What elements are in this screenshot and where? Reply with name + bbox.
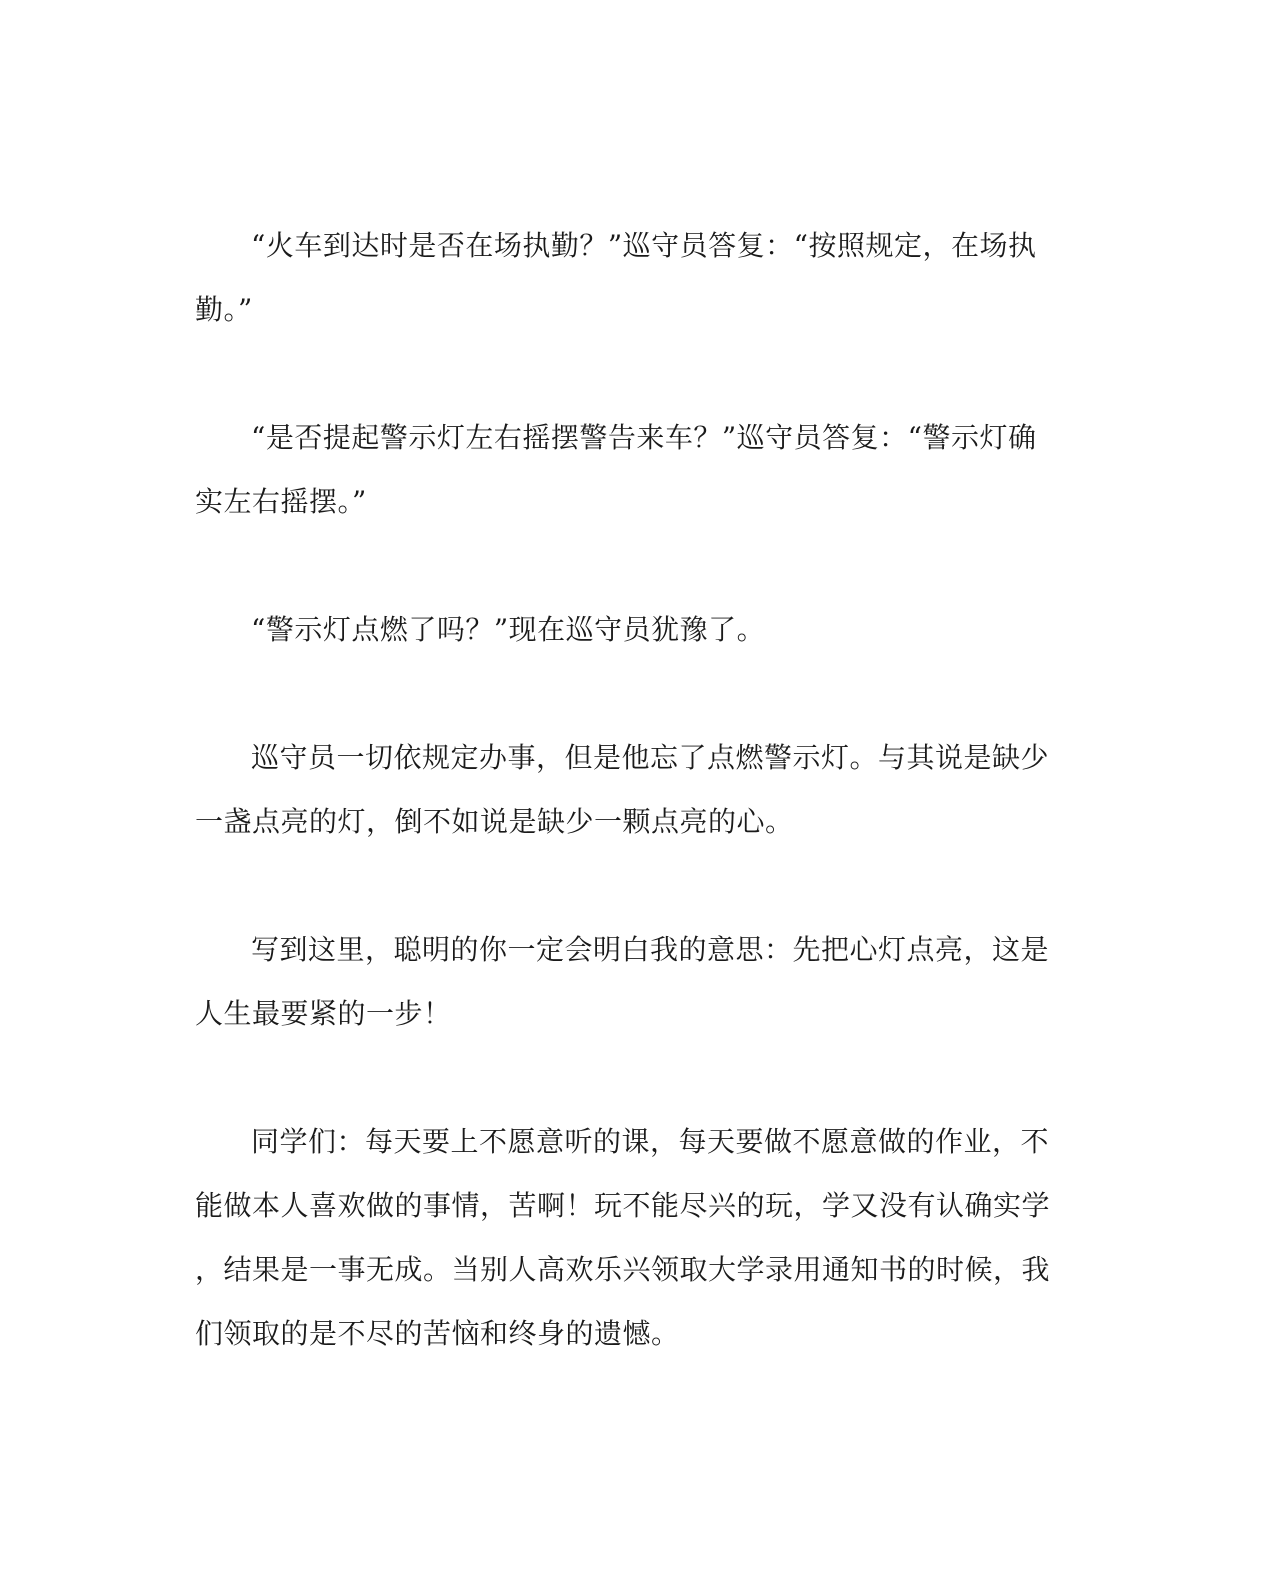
paragraph-line: “是否提起警示灯左右摇摆警告来车？”巡守员答复：“警示灯确 — [251, 421, 1037, 454]
paragraph-line: 实左右摇摆。” — [195, 485, 367, 518]
paragraph-line: 勤。” — [195, 293, 253, 326]
paragraph-line: 写到这里，聪明的你一定会明白我的意思：先把心灯点亮，这是 — [251, 933, 1050, 966]
paragraph-line: “火车到达时是否在场执勤？”巡守员答复：“按照规定，在场执 — [251, 229, 1037, 262]
paragraph-line: 巡守员一切依规定办事，但是他忘了点燃警示灯。与其说是缺少 — [251, 741, 1050, 774]
paragraph-6 — [195, 1110, 1055, 1366]
paragraph-2 — [195, 406, 1055, 534]
paragraph-line: ，结果是一事无成。当别人高欢乐兴领取大学录用通知书的时候，我 — [195, 1253, 1051, 1286]
paragraph-1 — [195, 214, 1055, 342]
paragraph-line: 一盏点亮的灯，倒不如说是缺少一颗点亮的心。 — [195, 805, 794, 838]
paragraph-line: “警示灯点燃了吗？”现在巡守员犹豫了。 — [251, 613, 766, 646]
paragraph-3 — [195, 598, 1055, 662]
paragraph-line: 同学们：每天要上不愿意听的课，每天要做不愿意做的作业，不 — [251, 1125, 1050, 1158]
paragraph-line: 人生最要紧的一步！ — [195, 997, 452, 1030]
paragraph-5 — [195, 918, 1055, 1046]
paragraph-line: 们领取的是不尽的苦恼和终身的遗憾。 — [195, 1317, 680, 1350]
paragraph-line: 能做本人喜欢做的事情，苦啊！玩不能尽兴的玩，学又没有认确实学 — [195, 1189, 1051, 1222]
paragraph-4 — [195, 726, 1055, 854]
